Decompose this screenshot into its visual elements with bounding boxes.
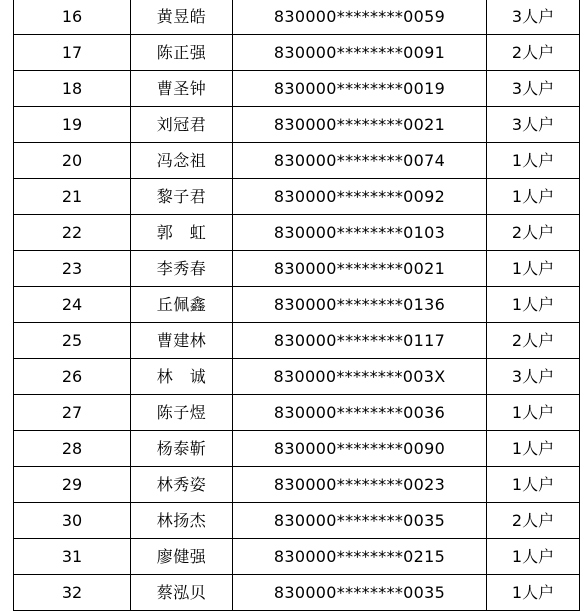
id-number-cell: 830000********0092 <box>233 179 487 215</box>
household-size-cell: 1人户 <box>487 179 580 215</box>
person-name-cell: 丘佩鑫 <box>131 287 233 323</box>
household-size-cell: 1人户 <box>487 395 580 431</box>
table-row <box>14 179 580 215</box>
household-roster-table <box>13 0 580 611</box>
id-number-cell: 830000********0021 <box>233 251 487 287</box>
row-number-cell: 27 <box>14 395 131 431</box>
id-number-cell: 830000********0035 <box>233 503 487 539</box>
row-number-cell: 25 <box>14 323 131 359</box>
row-number-cell: 18 <box>14 71 131 107</box>
id-number-cell: 830000********0059 <box>233 0 487 35</box>
person-name-cell: 冯念祖 <box>131 143 233 179</box>
table-row <box>14 467 580 503</box>
household-size-cell: 1人户 <box>487 539 580 575</box>
id-number-cell: 830000********0090 <box>233 431 487 467</box>
person-name-cell: 曹建林 <box>131 323 233 359</box>
household-size-cell: 1人户 <box>487 251 580 287</box>
table-row <box>14 251 580 287</box>
person-name-cell: 黎子君 <box>131 179 233 215</box>
row-number-cell: 17 <box>14 35 131 71</box>
person-name-cell: 林 诚 <box>131 359 233 395</box>
table-row <box>14 323 580 359</box>
row-number-cell: 32 <box>14 575 131 611</box>
person-name-cell: 李秀春 <box>131 251 233 287</box>
household-size-cell: 2人户 <box>487 35 580 71</box>
row-number-cell: 19 <box>14 107 131 143</box>
household-size-cell: 3人户 <box>487 359 580 395</box>
household-size-cell: 2人户 <box>487 503 580 539</box>
row-number-cell: 30 <box>14 503 131 539</box>
household-size-cell: 2人户 <box>487 323 580 359</box>
id-number-cell: 830000********0036 <box>233 395 487 431</box>
row-number-cell: 29 <box>14 467 131 503</box>
person-name-cell: 杨泰靳 <box>131 431 233 467</box>
id-number-cell: 830000********0021 <box>233 107 487 143</box>
person-name-cell: 曹圣钟 <box>131 71 233 107</box>
household-size-cell: 3人户 <box>487 107 580 143</box>
household-size-cell: 1人户 <box>487 287 580 323</box>
id-number-cell: 830000********003X <box>233 359 487 395</box>
table-row <box>14 71 580 107</box>
table-row <box>14 143 580 179</box>
table-row <box>14 287 580 323</box>
table-row <box>14 359 580 395</box>
id-number-cell: 830000********0103 <box>233 215 487 251</box>
household-size-cell: 1人户 <box>487 431 580 467</box>
row-number-cell: 23 <box>14 251 131 287</box>
household-size-cell: 1人户 <box>487 143 580 179</box>
person-name-cell: 蔡泓贝 <box>131 575 233 611</box>
row-number-cell: 31 <box>14 539 131 575</box>
person-name-cell: 黄昱皓 <box>131 0 233 35</box>
row-number-cell: 22 <box>14 215 131 251</box>
person-name-cell: 廖健强 <box>131 539 233 575</box>
person-name-cell: 郭 虹 <box>131 215 233 251</box>
id-number-cell: 830000********0035 <box>233 575 487 611</box>
table-row <box>14 107 580 143</box>
person-name-cell: 林秀姿 <box>131 467 233 503</box>
household-size-cell: 1人户 <box>487 467 580 503</box>
id-number-cell: 830000********0074 <box>233 143 487 179</box>
id-number-cell: 830000********0019 <box>233 71 487 107</box>
person-name-cell: 陈正强 <box>131 35 233 71</box>
table-row <box>14 215 580 251</box>
id-number-cell: 830000********0091 <box>233 35 487 71</box>
household-size-cell: 1人户 <box>487 575 580 611</box>
table-row <box>14 503 580 539</box>
id-number-cell: 830000********0023 <box>233 467 487 503</box>
person-name-cell: 刘冠君 <box>131 107 233 143</box>
table-row <box>14 35 580 71</box>
row-number-cell: 16 <box>14 0 131 35</box>
id-number-cell: 830000********0136 <box>233 287 487 323</box>
household-size-cell: 3人户 <box>487 71 580 107</box>
table-row <box>14 575 580 611</box>
row-number-cell: 24 <box>14 287 131 323</box>
table-row <box>14 539 580 575</box>
row-number-cell: 26 <box>14 359 131 395</box>
person-name-cell: 林扬杰 <box>131 503 233 539</box>
id-number-cell: 830000********0215 <box>233 539 487 575</box>
row-number-cell: 20 <box>14 143 131 179</box>
roster-body <box>14 0 580 611</box>
household-size-cell: 2人户 <box>487 215 580 251</box>
household-size-cell: 3人户 <box>487 0 580 35</box>
person-name-cell: 陈子煜 <box>131 395 233 431</box>
id-number-cell: 830000********0117 <box>233 323 487 359</box>
table-row <box>14 395 580 431</box>
row-number-cell: 28 <box>14 431 131 467</box>
table-row <box>14 431 580 467</box>
table-row <box>14 0 580 35</box>
row-number-cell: 21 <box>14 179 131 215</box>
